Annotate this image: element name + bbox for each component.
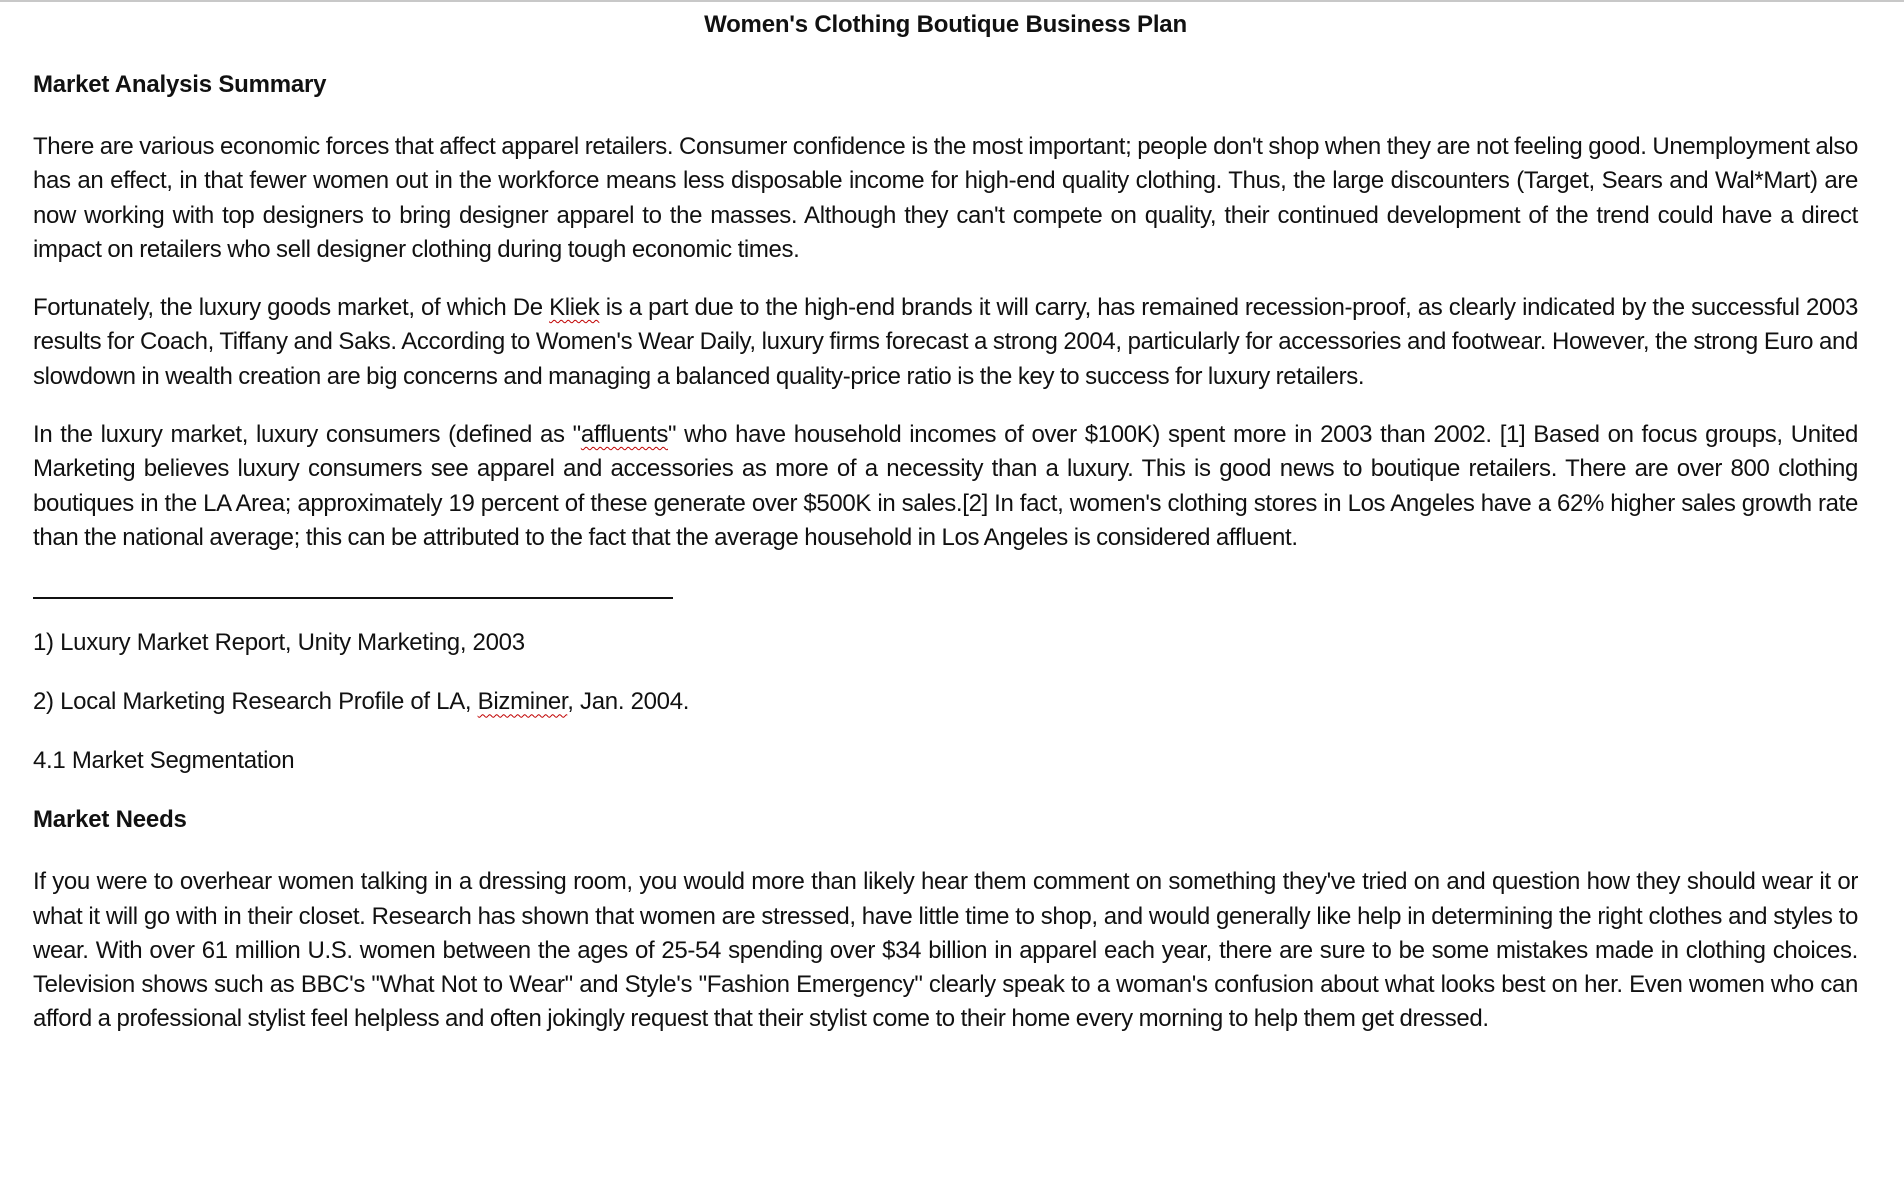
document-title: Women's Clothing Boutique Business Plan <box>704 11 1187 38</box>
footnote-separator <box>33 597 673 599</box>
paragraph-text: is a part due to the high-end brands it will carry, has remained recession-proof, as clearly indicated by the successful 2003 results for Coach, Tiffany and Saks. According to Women's Wear Daily, luxury firms forecast a strong 2004, particularly for accessories and footwear. However, the strong Euro and slowdown in wealth creation are big concerns and managing a balanced quality-price ratio is the key to success for luxury retailers. <box>33 294 1858 390</box>
paragraph-text: Fortunately, the luxury goods market, of which De <box>33 294 550 322</box>
paragraph-market-needs: If you were to overhear women talking in a dressing room, you would more than likely hear them comment on something they've tried on and question how they should wear it or what it will go with in their closet. Research has shown that women are stressed, have little time to shop, and would generally like help in determining the right clothes and styles to wear. With over 61 million U.S. women between the ages of 25-54 spending over $34 billion in apparel each year, there are sure to be some mistakes made in clothing choices. Television shows such as BBC's "What Not to Wear" and Style's "Fashion Emergency" clearly speak to a woman's confusion about what looks best on her. Even women who can afford a professional stylist feel helpless and often jokingly request that their stylist come to their home every morning to help them get dressed. <box>33 868 1858 1033</box>
footnote-text: 2) Local Marketing Research Profile of LA, <box>33 688 478 716</box>
heading-market-segmentation: 4.1 Market Segmentation <box>33 747 295 775</box>
spellcheck-flagged-word[interactable]: affluents <box>580 421 668 449</box>
paragraph-luxury-consumers <box>33 418 1858 555</box>
paragraph-luxury-goods-market <box>33 291 1858 394</box>
footnote-text: , Jan. 2004. <box>567 688 690 716</box>
paragraph-economic-forces: There are various economic forces that affect apparel retailers. Consumer confidence is the most important; people don't shop when they are not feeling good. Unemployment also has an effect, in that fewer women out in the workforce means less disposable income for high-end quality clothing. Thus, the large discounters (Target, Sears and Wal*Mart) are now working with top designers to bring designer apparel to the masses. Although they can't compete on quality, their continued development of the trend could have a direct impact on retailers who sell designer clothing during tough economic times. <box>33 133 1858 263</box>
footnote-2 <box>33 688 1858 722</box>
heading-market-needs: Market Needs <box>33 806 187 834</box>
paragraph-text: " who have household incomes of over $100K) spent more in 2003 than 2002. [1] Based on focus groups, United Marketing believes luxury consumers see apparel and accessories as more of a necessity than a luxury. This is good news to boutique retailers. There are over 800 clothing boutiques in the LA Area; approximately 19 percent of these generate over $500K in sales.[2] In fact, women's clothing stores in Los Angeles have a 62% higher sales growth rate than the national average; this can be attributed to the fact that the average household in Los Angeles is considered affluent. <box>33 421 1858 551</box>
footnote-1: 1) Luxury Market Report, Unity Marketing, 2003 <box>33 629 525 657</box>
heading-market-analysis-summary: Market Analysis Summary <box>33 71 327 98</box>
spellcheck-flagged-word[interactable]: Bizminer <box>477 688 568 716</box>
document-page <box>33 0 1858 1037</box>
spellcheck-flagged-word[interactable]: Kliek <box>549 294 600 322</box>
paragraph-text: In the luxury market, luxury consumers (defined as " <box>33 421 581 449</box>
